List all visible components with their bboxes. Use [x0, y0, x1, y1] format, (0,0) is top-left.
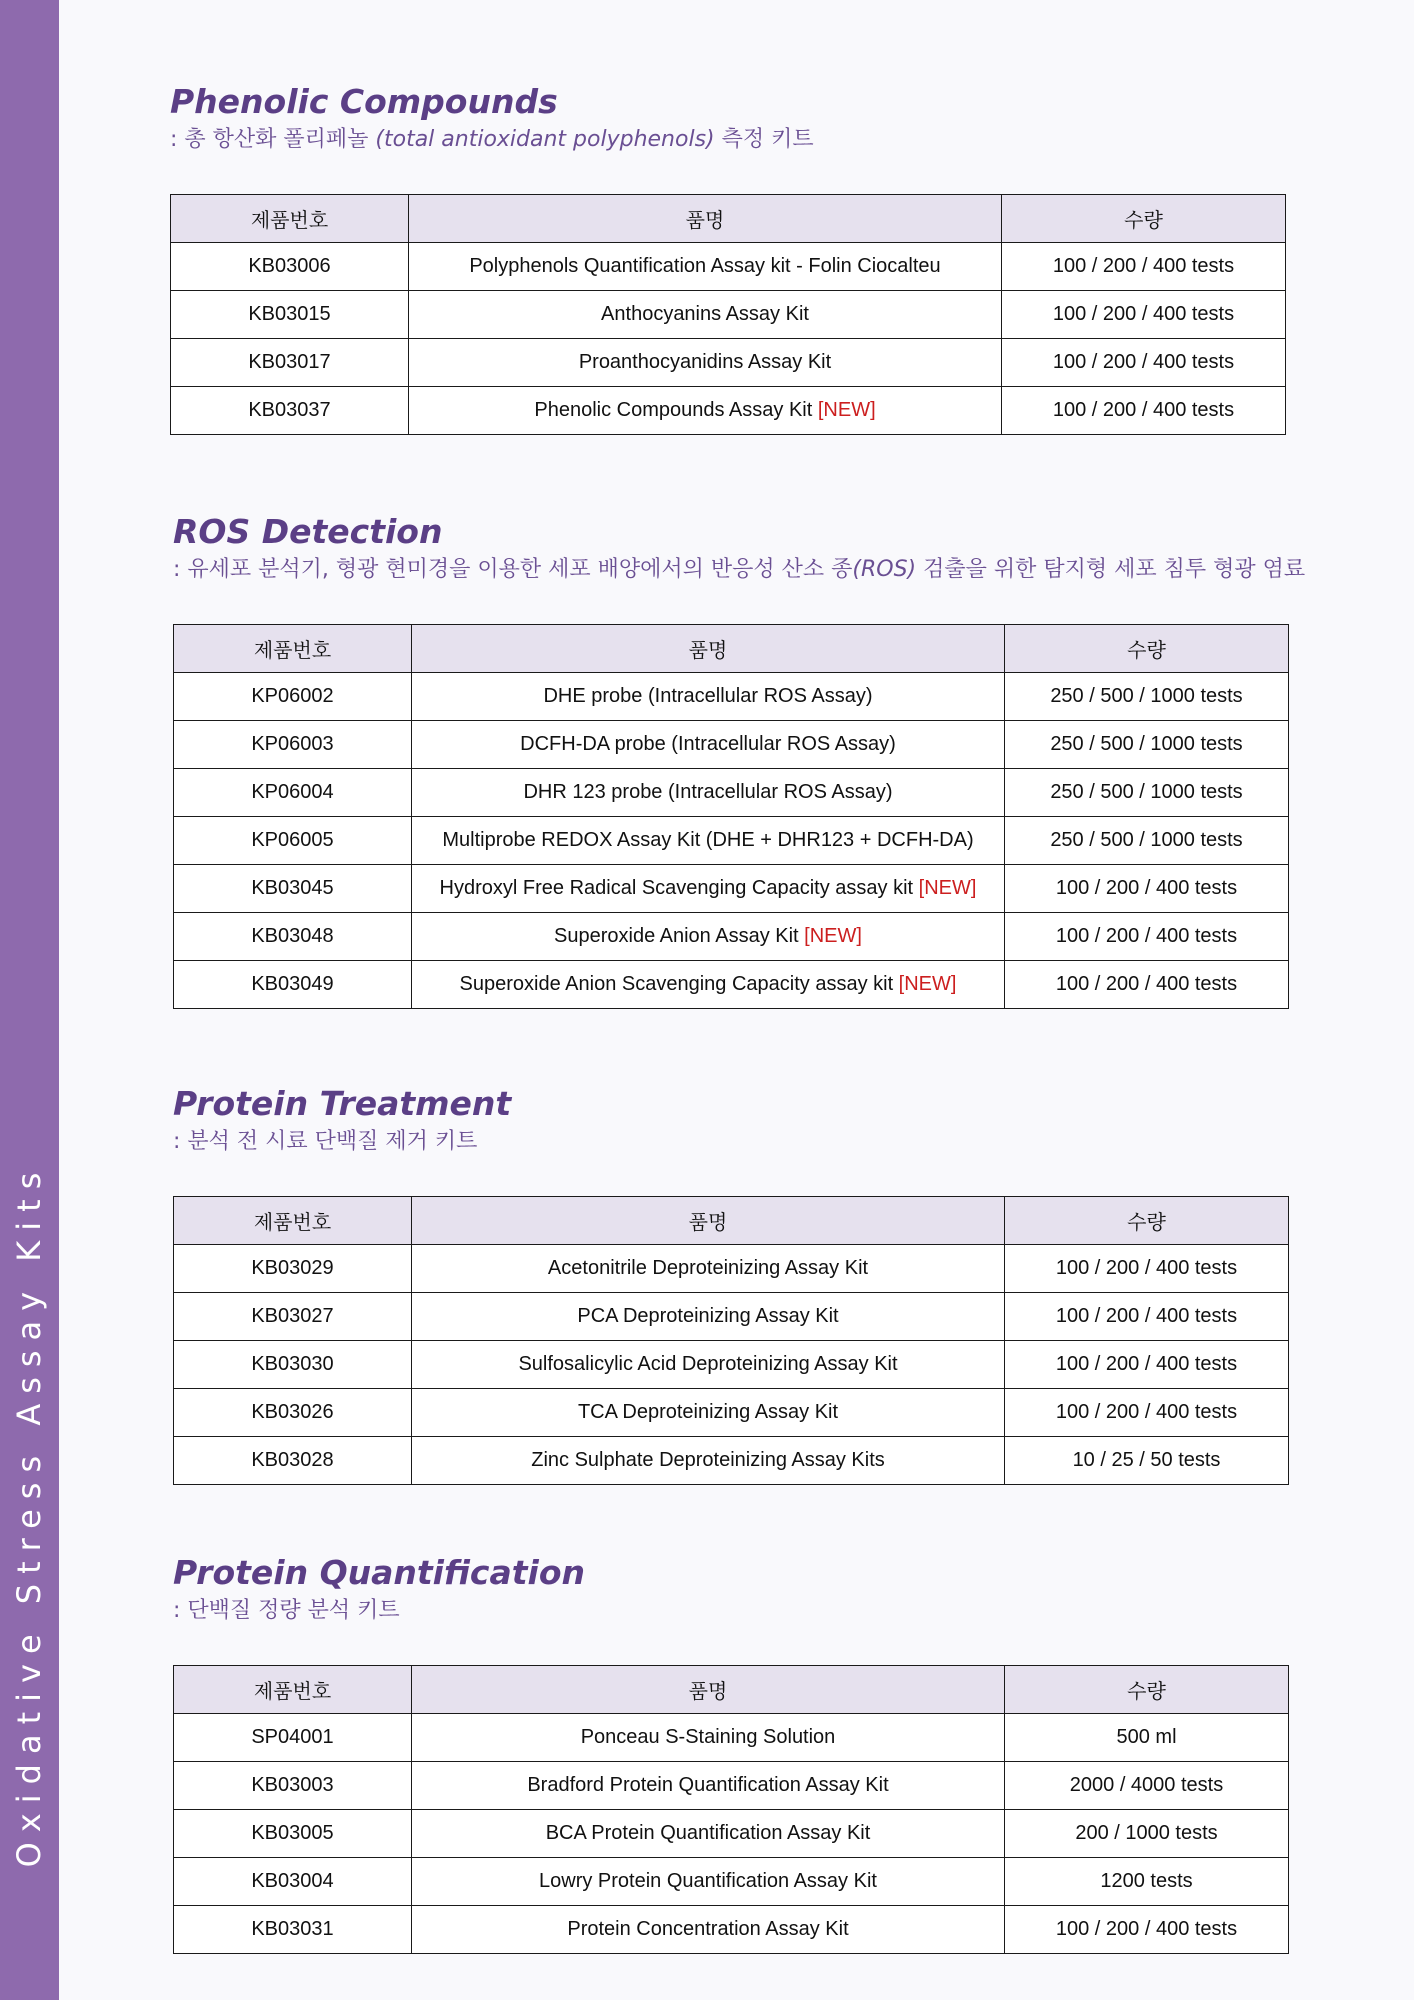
product-name — [412, 721, 1005, 769]
table-row — [171, 243, 1286, 291]
product-qty: 250 / 500 / 1000 tests — [1005, 769, 1289, 817]
product-qty: 500 ml — [1005, 1714, 1289, 1762]
section-title: Protein Treatment — [173, 1084, 512, 1123]
product-name-text: Hydroxyl Free Radical Scavenging Capacity assay kit — [439, 877, 914, 899]
product-table — [173, 624, 1289, 1009]
product-code: KB03045 — [174, 865, 412, 913]
section-phenolic-compounds — [170, 82, 1285, 435]
new-badge: [NEW] — [893, 973, 957, 995]
product-name-text: TCA Deproteinizing Assay Kit — [577, 1401, 839, 1423]
table-row — [174, 1858, 1289, 1906]
subtitle-text: : 총 항산화 폴리페놀 — [170, 127, 376, 152]
product-name — [409, 387, 1002, 435]
product-code: KB03004 — [174, 1858, 412, 1906]
section-title: Phenolic Compounds — [170, 82, 558, 121]
header-name: 품명 — [409, 195, 1002, 243]
product-name — [412, 1810, 1005, 1858]
product-name — [412, 1245, 1005, 1293]
header-name: 품명 — [412, 1666, 1005, 1714]
product-code: KB03027 — [174, 1293, 412, 1341]
header-code: 제품번호 — [171, 195, 409, 243]
table-row — [171, 291, 1286, 339]
product-qty: 100 / 200 / 400 tests — [1005, 961, 1289, 1009]
table-row — [174, 1389, 1289, 1437]
product-code: SP04001 — [174, 1714, 412, 1762]
table-header-row — [174, 1666, 1289, 1714]
product-table — [173, 1196, 1289, 1485]
product-qty: 100 / 200 / 400 tests — [1002, 291, 1286, 339]
product-name-text: Bradford Protein Quantification Assay Kit — [527, 1774, 889, 1796]
table-row — [174, 1906, 1289, 1954]
section-protein-quantification — [173, 1553, 1288, 1954]
product-name — [412, 1341, 1005, 1389]
product-qty: 100 / 200 / 400 tests — [1005, 1906, 1289, 1954]
new-badge: [NEW] — [798, 925, 862, 947]
product-code: KB03029 — [174, 1245, 412, 1293]
product-qty: 250 / 500 / 1000 tests — [1005, 673, 1289, 721]
product-name — [412, 1437, 1005, 1485]
section-subtitle — [173, 1595, 1288, 1627]
product-qty: 100 / 200 / 400 tests — [1005, 1341, 1289, 1389]
section-subtitle — [173, 1126, 1288, 1158]
product-code: KB03006 — [171, 243, 409, 291]
product-name — [409, 339, 1002, 387]
product-name-text: BCA Protein Quantification Assay Kit — [545, 1822, 871, 1844]
new-badge: [NEW] — [817, 399, 876, 421]
table-row — [174, 1293, 1289, 1341]
table-row — [174, 1341, 1289, 1389]
table-row — [174, 1762, 1289, 1810]
header-qty: 수량 — [1002, 195, 1286, 243]
subtitle-text: : 유세포 분석기, 형광 현미경을 이용한 세포 배양에서의 반응성 산소 종 — [173, 557, 853, 582]
product-name — [412, 913, 1005, 961]
product-name — [412, 961, 1005, 1009]
product-qty: 100 / 200 / 400 tests — [1002, 387, 1286, 435]
table-header-row — [171, 195, 1286, 243]
product-name — [412, 1762, 1005, 1810]
sidebar-label: Oxidative Stress Assay Kits — [10, 1162, 48, 1868]
product-name — [412, 817, 1005, 865]
table-row — [174, 1810, 1289, 1858]
product-code: KB03015 — [171, 291, 409, 339]
product-code: KB03048 — [174, 913, 412, 961]
section-subtitle — [170, 124, 1285, 156]
header-name: 품명 — [412, 1197, 1005, 1245]
product-code: KP06005 — [174, 817, 412, 865]
product-name — [412, 1906, 1005, 1954]
product-name-text: Superoxide Anion Assay Kit — [554, 925, 799, 947]
product-name-text: Superoxide Anion Scavenging Capacity assay kit — [459, 973, 894, 995]
table-row — [174, 673, 1289, 721]
product-name-text: Lowry Protein Quantification Assay Kit — [539, 1870, 877, 1892]
product-qty: 200 / 1000 tests — [1005, 1810, 1289, 1858]
product-name — [412, 1389, 1005, 1437]
table-row — [171, 339, 1286, 387]
header-qty: 수량 — [1005, 1197, 1289, 1245]
product-name — [412, 769, 1005, 817]
product-name-text: Multiprobe REDOX Assay Kit (DHE + DHR123 + DCFH-DA) — [442, 829, 974, 851]
product-name-text: DCFH-DA probe (Intracellular ROS Assay) — [520, 733, 896, 755]
subtitle-text: : 단백질 정량 분석 키트 — [173, 1598, 400, 1623]
section-title: Protein Quantification — [173, 1553, 586, 1592]
product-name-text: Ponceau S-Staining Solution — [580, 1726, 836, 1748]
product-name-text: Sulfosalicylic Acid Deproteinizing Assay Kit — [518, 1353, 898, 1375]
product-name-text: Zinc Sulphate Deproteinizing Assay Kits — [531, 1449, 885, 1471]
product-name — [409, 243, 1002, 291]
product-code: KB03028 — [174, 1437, 412, 1485]
product-name-text: DHR 123 probe (Intracellular ROS Assay) — [523, 781, 893, 803]
header-qty: 수량 — [1005, 1666, 1289, 1714]
product-name — [412, 1858, 1005, 1906]
product-qty: 2000 / 4000 tests — [1005, 1762, 1289, 1810]
product-name — [412, 1293, 1005, 1341]
section-ros-detection — [173, 512, 1306, 1009]
subtitle-italic: (ROS) — [852, 557, 917, 582]
product-code: KB03026 — [174, 1389, 412, 1437]
product-name-text: Proanthocyanidins Assay Kit — [578, 351, 832, 373]
product-code: KB03005 — [174, 1810, 412, 1858]
product-qty: 100 / 200 / 400 tests — [1005, 865, 1289, 913]
product-name — [412, 673, 1005, 721]
product-code: KB03049 — [174, 961, 412, 1009]
table-row — [174, 865, 1289, 913]
table-header-row — [174, 1197, 1289, 1245]
product-table — [170, 194, 1286, 435]
product-qty: 250 / 500 / 1000 tests — [1005, 721, 1289, 769]
header-code: 제품번호 — [174, 1197, 412, 1245]
table-row — [174, 1245, 1289, 1293]
table-row — [174, 817, 1289, 865]
product-code: KB03037 — [171, 387, 409, 435]
product-qty: 100 / 200 / 400 tests — [1005, 1389, 1289, 1437]
product-name-text: Acetonitrile Deproteinizing Assay Kit — [547, 1257, 869, 1279]
product-code: KB03030 — [174, 1341, 412, 1389]
product-name-text: PCA Deproteinizing Assay Kit — [577, 1305, 839, 1327]
product-qty: 100 / 200 / 400 tests — [1005, 1293, 1289, 1341]
subtitle-text: : 분석 전 시료 단백질 제거 키트 — [173, 1129, 478, 1154]
table-header-row — [174, 625, 1289, 673]
product-name-text: Polyphenols Quantification Assay kit - Folin Ciocalteu — [469, 255, 941, 277]
product-code: KB03031 — [174, 1906, 412, 1954]
section-title: ROS Detection — [173, 512, 443, 551]
product-name-text: DHE probe (Intracellular ROS Assay) — [543, 685, 873, 707]
table-row — [174, 769, 1289, 817]
table-row — [174, 961, 1289, 1009]
product-qty: 1200 tests — [1005, 1858, 1289, 1906]
product-qty: 10 / 25 / 50 tests — [1005, 1437, 1289, 1485]
product-qty: 100 / 200 / 400 tests — [1005, 913, 1289, 961]
section-protein-treatment — [173, 1084, 1288, 1485]
product-qty: 100 / 200 / 400 tests — [1005, 1245, 1289, 1293]
product-code: KP06003 — [174, 721, 412, 769]
product-name-text: Anthocyanins Assay Kit — [601, 303, 809, 325]
header-qty: 수량 — [1005, 625, 1289, 673]
subtitle-text-end: 검출을 위한 탐지형 세포 침투 형광 염료 — [916, 557, 1306, 582]
product-name — [412, 1714, 1005, 1762]
product-qty: 100 / 200 / 400 tests — [1002, 339, 1286, 387]
sidebar — [0, 0, 59, 2000]
header-name: 품명 — [412, 625, 1005, 673]
subtitle-text-end: 측정 키트 — [714, 127, 814, 152]
product-code: KB03003 — [174, 1762, 412, 1810]
table-row — [171, 387, 1286, 435]
product-name — [409, 291, 1002, 339]
subtitle-italic: (total antioxidant polyphenols) — [375, 127, 715, 152]
product-name — [412, 865, 1005, 913]
table-row — [174, 1437, 1289, 1485]
product-qty: 250 / 500 / 1000 tests — [1005, 817, 1289, 865]
product-code: KP06004 — [174, 769, 412, 817]
table-row — [174, 1714, 1289, 1762]
product-table — [173, 1665, 1289, 1954]
table-row — [174, 721, 1289, 769]
new-badge: [NEW] — [913, 877, 977, 899]
header-code: 제품번호 — [174, 1666, 412, 1714]
product-name-text: Protein Concentration Assay Kit — [567, 1918, 849, 1940]
header-code: 제품번호 — [174, 625, 412, 673]
product-code: KP06002 — [174, 673, 412, 721]
product-qty: 100 / 200 / 400 tests — [1002, 243, 1286, 291]
product-name-text: Phenolic Compounds Assay Kit — [534, 399, 818, 421]
table-row — [174, 913, 1289, 961]
product-code: KB03017 — [171, 339, 409, 387]
section-subtitle — [173, 554, 1306, 586]
